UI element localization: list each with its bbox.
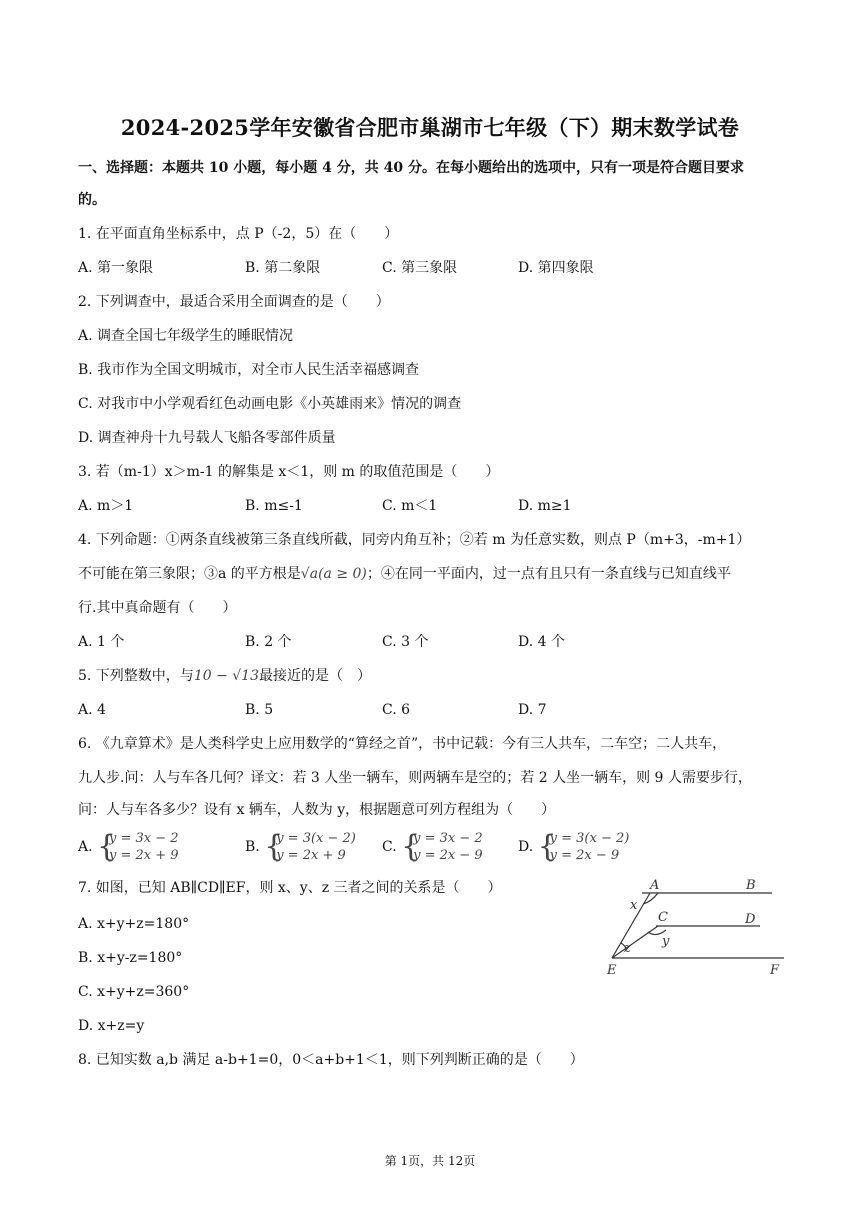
q4-line2-post: ；④在同一平面内，过一点有且只有一条直线与已知直线平 — [366, 566, 731, 582]
q4-sqrt-formula: √a(a ≥ 0) — [300, 566, 367, 582]
q2-option-c: C. 对我市中小学观看红色动画电影《小英雄雨来》情况的调查 — [78, 396, 462, 412]
q6-option-b-label: B. — [245, 839, 260, 855]
q2-option-d: D. 调查神舟十九号载人飞船各零部件质量 — [78, 430, 336, 446]
q6-option-c-label: C. — [382, 839, 397, 855]
q1-option-b: B. 第二象限 — [245, 260, 321, 276]
q5-formula: 10 − √13 — [193, 668, 259, 684]
q8-stem: 8. 已知实数 a,b 满足 a-b+1=0，0＜a+b+1＜1，则下列判断正确的是（ ） — [78, 1052, 584, 1068]
q6-option-a-label: A. — [78, 839, 93, 855]
q4-line3: 行.其中真命题有（ ） — [78, 600, 237, 616]
q4-line2-pre: 不可能在第三象限；③a 的平方根是 — [78, 566, 301, 582]
q7-stem: 7. 如图，已知 AB∥CD∥EF，则 x、y、z 三者之间的关系是（ ） — [78, 880, 502, 896]
q6-option-a-eq2: y = 2x + 9 — [109, 848, 179, 863]
q4-line1: 4. 下列命题：①两条直线被第三条直线所截，同旁内角互补；②若 m 为任意实数，则点 P（m+3，-m+1） — [78, 532, 751, 548]
q6-option-b-system: { y = 3(x − 2) y = 2x + 9 — [264, 829, 356, 864]
q5-option-c: C. 6 — [382, 702, 411, 718]
q6-option-d — [518, 830, 629, 864]
q6-option-d-system: { y = 3(x − 2) y = 2x − 9 — [537, 829, 630, 864]
q3-option-c: C. m＜1 — [382, 498, 438, 514]
label-x: x — [630, 898, 638, 913]
label-z: z — [624, 941, 631, 956]
q1-stem: 1. 在平面直角坐标系中，点 P（-2，5）在（ ） — [78, 226, 399, 242]
q6-option-d-eq1: y = 3(x − 2) — [549, 831, 630, 846]
q1-option-a: A. 第一象限 — [78, 260, 154, 276]
q7-option-a: A. x+y+z=180° — [78, 916, 190, 932]
q5-option-d: D. 7 — [518, 702, 547, 718]
label-e: E — [607, 963, 617, 978]
label-c: C — [658, 910, 668, 925]
q1-option-d: D. 第四象限 — [518, 260, 594, 276]
q6-option-c — [382, 830, 483, 864]
q4-option-b: B. 2 个 — [245, 634, 292, 650]
q6-option-a-eq1: y = 3x − 2 — [109, 831, 179, 846]
q2-option-b: B. 我市作为全国文明城市，对全市人民生活幸福感调查 — [78, 362, 420, 378]
q3-option-b: B. m≤-1 — [245, 498, 303, 514]
q6-line3: 问：人与车各多少？设有 x 辆车，人数为 y，根据题意可列方程组为（ ） — [78, 802, 556, 818]
q6-option-a-system: { y = 3x − 2 y = 2x + 9 — [97, 829, 179, 864]
q6-option-c-eq2: y = 2x − 9 — [413, 848, 483, 863]
q6-option-d-eq2: y = 2x − 9 — [549, 848, 620, 863]
label-d: D — [745, 912, 756, 927]
q5-stem-post: 最接近的是（ ） — [259, 668, 371, 684]
section-header-line2: 的。 — [78, 192, 106, 208]
q6-option-c-eq1: y = 3x − 2 — [413, 831, 483, 846]
q5-stem-pre: 5. 下列整数中，与 — [78, 668, 194, 684]
page-footer: 第 1页，共 12页 — [384, 1154, 476, 1168]
line-ce — [612, 926, 658, 958]
q2-option-a: A. 调查全国七年级学生的睡眠情况 — [78, 328, 294, 344]
label-a: A — [650, 878, 660, 893]
q3-stem: 3. 若（m-1）x＞m-1 的解集是 x＜1，则 m 的取值范围是（ ） — [78, 464, 500, 480]
label-y: y — [662, 934, 670, 949]
q6-option-c-system: { y = 3x − 2 y = 2x − 9 — [401, 829, 483, 864]
q5-option-a: A. 4 — [78, 702, 106, 718]
q6-option-b-eq1: y = 3(x − 2) — [276, 831, 356, 846]
q3-option-d: D. m≥1 — [518, 498, 572, 514]
q6-option-a — [78, 830, 179, 864]
angle-x-arc — [643, 893, 658, 904]
q7-option-b: B. x+y-z=180° — [78, 950, 183, 966]
section-header-line1: 一、选择题：本题共 10 小题，每小题 4 分，共 40 分。在每小题给出的选项中，只有一项是符合题目要求 — [78, 160, 744, 176]
q6-line1: 6. 《九章算术》是人类科学史上应用数学的“算经之首”，书中记载：今有三人共车，二车空；二人共车， — [78, 736, 727, 752]
page-title: 2024-2025学年安徽省合肥市巢湖市七年级（下）期末数学试卷 — [120, 115, 740, 140]
q5-stem — [78, 666, 371, 686]
label-b: B — [746, 878, 756, 893]
q4-line2 — [78, 564, 731, 584]
q6-option-b-eq2: y = 2x + 9 — [276, 848, 346, 863]
label-f: F — [770, 963, 780, 978]
q7-parallel-lines-figure — [600, 872, 790, 984]
q7-option-c: C. x+y+z=360° — [78, 984, 190, 1000]
q4-option-a: A. 1 个 — [78, 634, 125, 650]
q5-option-b: B. 5 — [245, 702, 274, 718]
q4-option-d: D. 4 个 — [518, 634, 565, 650]
q2-stem: 2. 下列调查中，最适合采用全面调查的是（ ） — [78, 294, 390, 310]
q3-option-a: A. m＞1 — [78, 498, 134, 514]
q1-option-c: C. 第三象限 — [382, 260, 458, 276]
q4-option-c: C. 3 个 — [382, 634, 429, 650]
q6-option-d-label: D. — [518, 839, 534, 855]
q7-option-d: D. x+z=y — [78, 1018, 145, 1034]
q6-option-b — [245, 830, 356, 864]
q6-line2: 九人步.问：人与车各几何？译文：若 3 人坐一辆车，则两辆车是空的；若 2 人坐一辆车，则 9 人需要步行， — [78, 770, 752, 786]
